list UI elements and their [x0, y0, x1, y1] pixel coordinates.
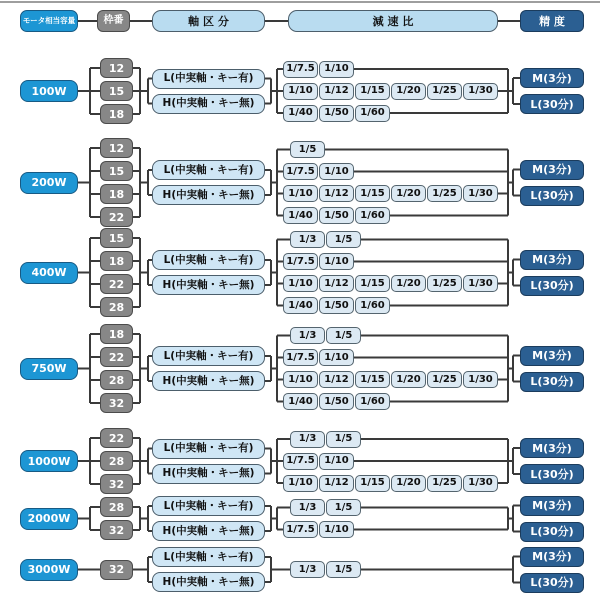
- frame-box-15: 15: [100, 81, 133, 101]
- frame-box-28: 28: [100, 497, 133, 517]
- precision-box-m: M(3分): [520, 250, 584, 270]
- ratio-box-1-15: 1/15: [355, 475, 390, 492]
- precision-box-l: L(30分): [520, 94, 584, 114]
- capacity-box-200w: 200W: [20, 172, 78, 194]
- ratio-box-1-7-5: 1/7.5: [283, 163, 318, 180]
- ratio-box-1-5: 1/5: [326, 327, 361, 344]
- shaft-box-h: H(中実軸・キー無): [152, 185, 265, 205]
- ratio-box-1-10: 1/10: [283, 185, 318, 202]
- ratio-box-1-10: 1/10: [319, 61, 354, 78]
- ratio-box-1-5: 1/5: [326, 561, 361, 578]
- shaft-box-h: H(中実軸・キー無): [152, 371, 265, 391]
- precision-box-m: M(3分): [520, 68, 584, 88]
- ratio-box-1-10: 1/10: [283, 275, 318, 292]
- precision-box-l: L(30分): [520, 186, 584, 206]
- frame-box-18: 18: [100, 184, 133, 204]
- frame-box-22: 22: [100, 347, 133, 367]
- ratio-box-1-25: 1/25: [427, 371, 462, 388]
- ratio-box-1-12: 1/12: [319, 83, 354, 100]
- ratio-box-1-60: 1/60: [355, 297, 390, 314]
- ratio-box-1-10: 1/10: [283, 83, 318, 100]
- precision-box-l: L(30分): [520, 522, 584, 542]
- frame-box-12: 12: [100, 138, 133, 158]
- ratio-box-1-30: 1/30: [463, 185, 498, 202]
- ratio-box-1-10: 1/10: [319, 453, 354, 470]
- shaft-box-l: L(中実軸・キー有): [152, 160, 265, 180]
- ratio-box-1-15: 1/15: [355, 83, 390, 100]
- precision-box-m: M(3分): [520, 496, 584, 516]
- ratio-box-1-40: 1/40: [283, 297, 318, 314]
- frame-box-18: 18: [100, 251, 133, 271]
- ratio-box-1-30: 1/30: [463, 371, 498, 388]
- ratio-box-1-15: 1/15: [355, 275, 390, 292]
- header-capacity: モータ相当容量: [20, 10, 78, 32]
- header-reduction-ratio: 減 速 比: [288, 10, 498, 32]
- precision-box-m: M(3分): [520, 160, 584, 180]
- ratio-box-1-25: 1/25: [427, 275, 462, 292]
- frame-box-32: 32: [100, 393, 133, 413]
- ratio-box-1-10: 1/10: [283, 371, 318, 388]
- ratio-box-1-20: 1/20: [391, 275, 426, 292]
- ratio-box-1-3: 1/3: [290, 499, 325, 516]
- ratio-box-1-20: 1/20: [391, 475, 426, 492]
- frame-box-12: 12: [100, 58, 133, 78]
- shaft-box-h: H(中実軸・キー無): [152, 521, 265, 541]
- frame-box-28: 28: [100, 370, 133, 390]
- frame-box-22: 22: [100, 207, 133, 227]
- precision-box-m: M(3分): [520, 547, 584, 567]
- ratio-box-1-50: 1/50: [319, 393, 354, 410]
- ratio-box-1-12: 1/12: [319, 475, 354, 492]
- frame-box-15: 15: [100, 228, 133, 248]
- shaft-box-h: H(中実軸・キー無): [152, 94, 265, 114]
- ratio-box-1-5: 1/5: [326, 231, 361, 248]
- ratio-box-1-20: 1/20: [391, 185, 426, 202]
- ratio-box-1-30: 1/30: [463, 275, 498, 292]
- ratio-box-1-7-5: 1/7.5: [283, 61, 318, 78]
- frame-box-22: 22: [100, 274, 133, 294]
- ratio-box-1-50: 1/50: [319, 297, 354, 314]
- precision-box-m: M(3分): [520, 438, 584, 458]
- ratio-box-1-7-5: 1/7.5: [283, 349, 318, 366]
- shaft-box-l: L(中実軸・キー有): [152, 346, 265, 366]
- ratio-box-1-5: 1/5: [326, 431, 361, 448]
- ratio-box-1-3: 1/3: [290, 431, 325, 448]
- precision-box-l: L(30分): [520, 372, 584, 392]
- ratio-box-1-30: 1/30: [463, 475, 498, 492]
- shaft-box-l: L(中実軸・キー有): [152, 547, 265, 567]
- ratio-box-1-5: 1/5: [290, 141, 325, 158]
- capacity-box-400w: 400W: [20, 262, 78, 284]
- ratio-box-1-50: 1/50: [319, 105, 354, 122]
- ratio-box-1-5: 1/5: [326, 499, 361, 516]
- capacity-box-2000w: 2000W: [20, 508, 78, 530]
- ratio-box-1-60: 1/60: [355, 207, 390, 224]
- ratio-box-1-20: 1/20: [391, 83, 426, 100]
- precision-box-l: L(30分): [520, 276, 584, 296]
- ratio-box-1-10: 1/10: [319, 253, 354, 270]
- ratio-box-1-3: 1/3: [290, 327, 325, 344]
- precision-box-m: M(3分): [520, 346, 584, 366]
- frame-box-32: 32: [100, 520, 133, 540]
- ratio-box-1-60: 1/60: [355, 105, 390, 122]
- ratio-box-1-10: 1/10: [319, 349, 354, 366]
- header-shaft-type: 軸 区 分: [152, 10, 265, 32]
- ratio-box-1-60: 1/60: [355, 393, 390, 410]
- ratio-box-1-3: 1/3: [290, 561, 325, 578]
- header-precision: 精 度: [520, 10, 584, 32]
- ratio-box-1-40: 1/40: [283, 105, 318, 122]
- ratio-box-1-40: 1/40: [283, 207, 318, 224]
- ratio-box-1-15: 1/15: [355, 371, 390, 388]
- ratio-box-1-3: 1/3: [290, 231, 325, 248]
- header-frame-no: 枠番: [97, 10, 130, 32]
- ratio-box-1-12: 1/12: [319, 185, 354, 202]
- ratio-box-1-10: 1/10: [283, 475, 318, 492]
- capacity-box-1000w: 1000W: [20, 450, 78, 472]
- shaft-box-l: L(中実軸・キー有): [152, 496, 265, 516]
- ratio-box-1-20: 1/20: [391, 371, 426, 388]
- shaft-box-h: H(中実軸・キー無): [152, 464, 265, 484]
- shaft-box-h: H(中実軸・キー無): [152, 275, 265, 295]
- ratio-box-1-7-5: 1/7.5: [283, 253, 318, 270]
- precision-box-l: L(30分): [520, 464, 584, 484]
- precision-box-l: L(30分): [520, 573, 584, 593]
- capacity-box-3000w: 3000W: [20, 559, 78, 581]
- shaft-box-l: L(中実軸・キー有): [152, 250, 265, 270]
- shaft-box-h: H(中実軸・キー無): [152, 572, 265, 592]
- shaft-box-l: L(中実軸・キー有): [152, 69, 265, 89]
- ratio-box-1-25: 1/25: [427, 83, 462, 100]
- frame-box-32: 32: [100, 560, 133, 580]
- ratio-box-1-12: 1/12: [319, 275, 354, 292]
- frame-box-28: 28: [100, 297, 133, 317]
- capacity-box-750w: 750W: [20, 358, 78, 380]
- ratio-box-1-7-5: 1/7.5: [283, 453, 318, 470]
- ratio-box-1-30: 1/30: [463, 83, 498, 100]
- ratio-box-1-25: 1/25: [427, 475, 462, 492]
- frame-box-18: 18: [100, 324, 133, 344]
- ratio-box-1-7-5: 1/7.5: [283, 521, 318, 538]
- capacity-box-100w: 100W: [20, 80, 78, 102]
- ratio-box-1-10: 1/10: [319, 521, 354, 538]
- frame-box-22: 22: [100, 428, 133, 448]
- ratio-box-1-25: 1/25: [427, 185, 462, 202]
- frame-box-28: 28: [100, 451, 133, 471]
- shaft-box-l: L(中実軸・キー有): [152, 439, 265, 459]
- frame-box-18: 18: [100, 104, 133, 124]
- ratio-box-1-15: 1/15: [355, 185, 390, 202]
- frame-box-32: 32: [100, 474, 133, 494]
- ratio-box-1-40: 1/40: [283, 393, 318, 410]
- ratio-box-1-10: 1/10: [319, 163, 354, 180]
- ratio-box-1-12: 1/12: [319, 371, 354, 388]
- ratio-box-1-50: 1/50: [319, 207, 354, 224]
- frame-box-15: 15: [100, 161, 133, 181]
